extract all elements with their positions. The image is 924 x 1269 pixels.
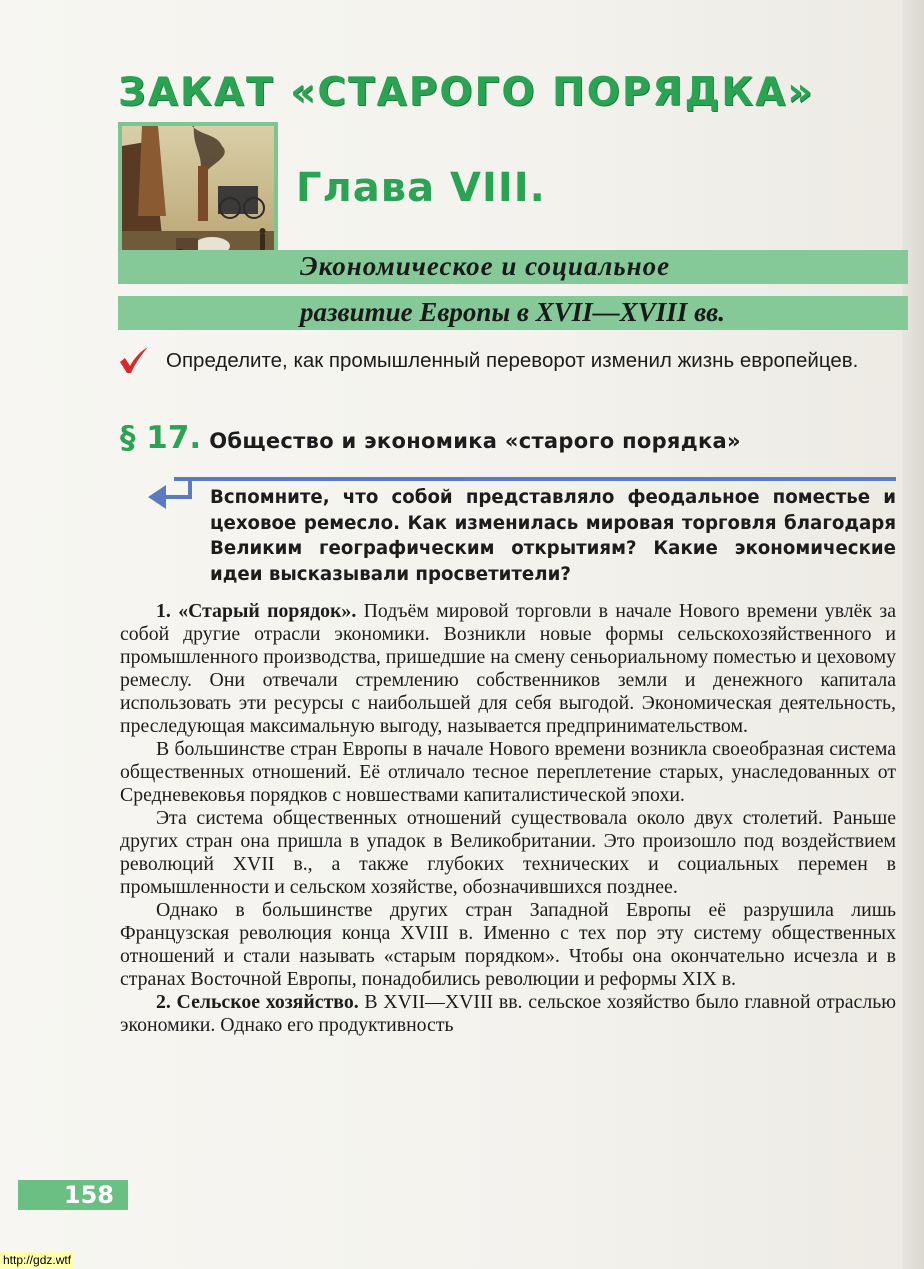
body-text: [120, 600, 896, 1037]
chapter-task: Определите, как промышленный переворот изменил жизнь европейцев.: [166, 349, 859, 372]
body-paragraph: Эта система общественных отношений существовала около двух столетий. Раньше других стран она пришла в упадок в Великобритании. Это произошло под воздействием революций XVII в., а также глубоких технических и социальных перемен в промышленности и сельском хозяйстве, обозначившихся позднее.: [120, 807, 896, 898]
chapter-title: Глава VIII.: [296, 165, 546, 211]
chapter-subtitle-line-2: развитие Европы в XVII—XVIII вв.: [300, 297, 725, 327]
return-arrow-icon: [146, 477, 198, 529]
page-edge: [902, 0, 924, 1269]
body-paragraph: Однако в большинстве других стран Западной Европы её разрушила лишь Французская революция конца XVIII в. Именно с тех пор эту систему общественных отношений и стали называть «старым порядком». Чтобы она окончательно исчезла и в странах Восточной Европы, понадобились революции и реформы XIX в.: [120, 899, 896, 990]
paragraph-number: § 17.: [120, 420, 202, 456]
watermark-link[interactable]: http://gdz.wtf: [0, 1251, 74, 1269]
chapter-subtitle-line-1: Экономическое и социальное: [300, 251, 671, 281]
checkmark-icon: [118, 345, 150, 375]
body-paragraph: В большинстве стран Европы в начале Нового времени возникла своеобразная система общественных отношений. Её отличало тесное переплетение старых, унаследованных от Средневековья порядков с новшествами капиталистической эпохи.: [120, 738, 896, 806]
section-title: ЗАКАТ «СТАРОГО ПОРЯДКА»: [118, 70, 815, 115]
recall-questions: Вспомните, что собой представляло феодальное поместье и цеховое ремесло. Как изменилась мировая торговля благодаря Великим географическим открытиям? Какие экономические идеи высказывали просветители?: [210, 487, 896, 585]
page-number: 158: [18, 1180, 128, 1210]
body-paragraph: 2. Сельское хозяйство. В XVII—XVIII вв. сельское хозяйство было главной отраслью экономики. Однако его продуктивность: [120, 991, 896, 1036]
paragraph-title: Общество и экономика «старого порядка»: [209, 429, 741, 453]
body-paragraph: 1. «Старый порядок». Подъём мировой торговли в начале Нового времени увлёк за собой другие отрасли экономики. Возникли новые формы сельскохозяйственного и промышленного производства, пришедшие на смену сеньориальному поместью и цеховому ремеслу. Они отвечали стремлению собственников земли и денежного капитала использовать эти ресурсы с наибольшей для себя выгодой. Экономическая деятельность, преследующая максимальную выгоду, называется предпринимательством.: [120, 600, 896, 737]
subsection-heading: 1. «Старый порядок».: [156, 600, 357, 622]
subsection-heading: 2. Сельское хозяйство.: [156, 991, 359, 1013]
recall-rule: [174, 477, 896, 481]
paragraph-heading: [120, 420, 741, 456]
